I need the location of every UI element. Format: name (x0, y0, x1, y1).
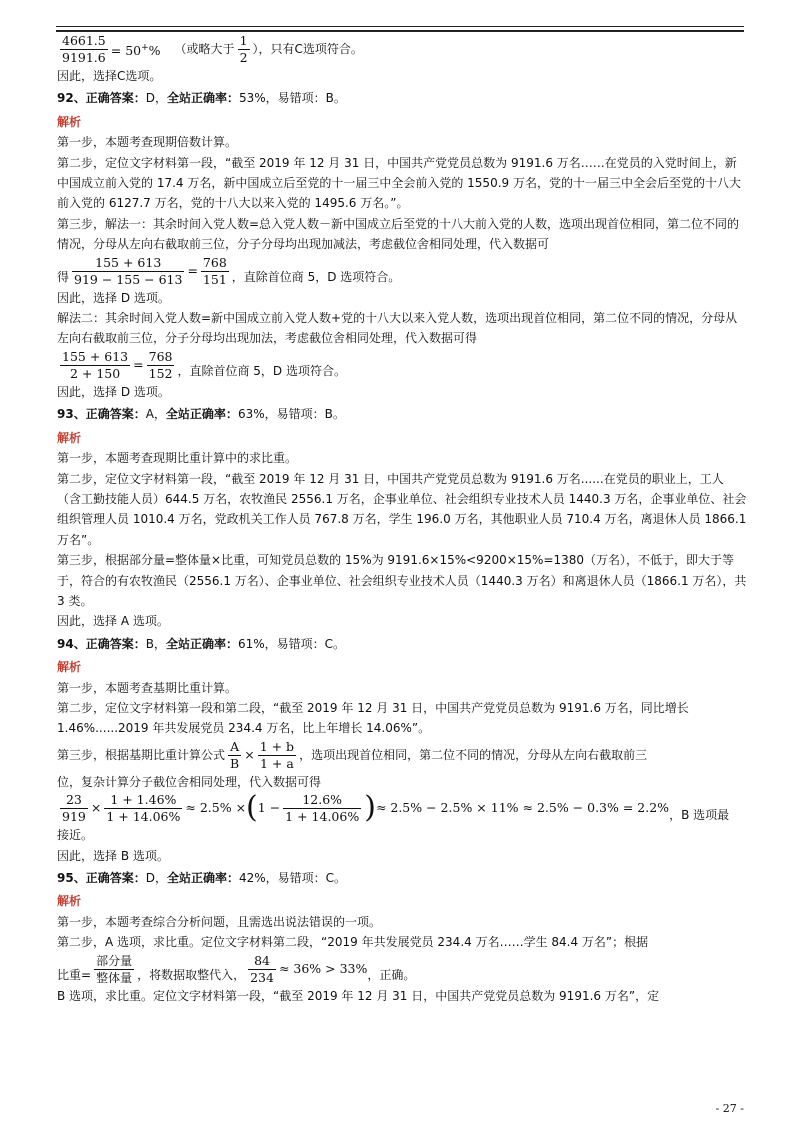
q94-formula-ab (228, 739, 241, 772)
top-conclusion: 因此，选择C选项。 (57, 69, 162, 83)
q94-equation (57, 792, 747, 825)
q93-step3: 第三步，根据部分量=整体量×比重，可知党员总数的 15%为 9191.6×15%<9200×15%=1380（万名），不低于，即大于等于，符合的有农牧渔民（2556.1 万名）、企事业单位、社会组织专业技术人员（1440.3 万名）和离退休人员（1866.1 万名），共 3 类。 (57, 553, 747, 608)
q94-e3 (283, 792, 361, 825)
q92-f2-rnum: 768 (148, 348, 173, 364)
q92-alt-method: 解法二：其余时间入党人数=新中国成立前入党人数+党的十八大以来入党人数，选项出现首位相同，第二位不同的情况，分母从左向右截取前三位，分子分母均出现加法，考虑截位舍相同处理，代入数据可得 (57, 311, 738, 346)
q95-rate-label: 全站正确率： (166, 871, 239, 885)
q94-step3-cont: 位，复杂计算分子截位舍相同处理，代入数据可得 (57, 774, 322, 789)
q94-e1 (60, 792, 88, 825)
q93-step1: 第一步，本题考查现期比重计算中的求比重。 (57, 451, 298, 466)
q94-step1: 第一步，本题考查基期比重计算。 (57, 680, 238, 695)
q95-head-label: 95、正确答案： (57, 871, 146, 885)
q92-conclusion1: 因此，选择 D 选项。 (57, 290, 170, 305)
q94-e2-num: 1 + 1.46% (110, 792, 177, 808)
q95-p-frac (248, 953, 276, 986)
q94-fa-num: A (230, 738, 240, 754)
q92-heading (57, 88, 747, 108)
q92-f1-pre: 得 (57, 270, 70, 285)
q92-f2-eq: = (133, 357, 144, 373)
left-paren-icon: ( (246, 790, 258, 826)
q92-step2: 第二步，定位文字材料第一段，“截至 2019 年 12 月 31 日，中国共产党党员总数为 9191.6 万名……在党员的入党时间上，新中国成立前入党的 17.4 万名，新中国成立后至党的十一届三中全会前入党的 1550.9 万名，党的十一届三中全会后至党的十八大前入党的 6127.7 万名，党的十八大以来入党的 1495.6 万名。”。 (57, 155, 741, 211)
top-fraction-numerator: 4661.5 (62, 33, 106, 48)
q93-answer: A， (145, 407, 166, 422)
q95-ratio-pre: 比重= (57, 968, 92, 983)
q95-p-num: 84 (254, 952, 270, 968)
q94-approx2: ≈ 2.5% − 2.5% × 11% ≈ 2.5% − 0.3% = 2.2% (375, 800, 670, 816)
q94-e3-num: 12.6% (302, 792, 343, 808)
header-rule-thin (56, 26, 744, 27)
q92-f2-rden: 152 (148, 365, 173, 381)
q92-f1-result (201, 255, 229, 288)
q94-step3-line (57, 739, 747, 772)
q92-f1-num: 155 + 613 (95, 254, 162, 270)
q94-e1-num: 23 (65, 792, 82, 808)
q94-rate-label: 全站正确率： (165, 636, 238, 651)
q95-ratio-num: 部分量 (96, 953, 133, 968)
q93-head-label: 93、正确答案： (57, 407, 146, 422)
q92-step1: 第一步，本题考查现期倍数计算。 (57, 135, 238, 150)
q92-f2-frac (60, 349, 130, 382)
q93-rate-label: 全站正确率： (165, 407, 238, 422)
q94-conclusion: 因此，选择 B 选项。 (57, 848, 169, 863)
q95-p-cmp: ≈ 36% > 33% (278, 960, 368, 976)
top-tail-a: （或略大于 (174, 42, 235, 57)
q94-approx1: ≈ 2.5% × (185, 800, 247, 816)
q94-head-label: 94、正确答案： (57, 636, 146, 651)
q93-jiexi-label: 解析 (57, 430, 82, 445)
top-formula-line (57, 33, 747, 66)
q95-jiexi-label: 解析 (57, 894, 82, 909)
q95-ratio-den: 整体量 (96, 970, 133, 985)
q94-answer: B， (145, 636, 166, 651)
q94-close: 接近。 (57, 828, 94, 843)
top-fraction (60, 33, 108, 66)
q92-rate-label: 全站正确率： (166, 91, 239, 106)
q92-answer: D， (145, 91, 167, 106)
q94-formula-growth (258, 739, 296, 772)
header-rule-thick (56, 30, 744, 32)
q95-ratio-line (57, 953, 747, 986)
top-eq-text: = 50 (110, 42, 142, 58)
q93-rate: 63%，易错项：B。 (237, 407, 345, 422)
half-numerator: 1 (239, 33, 248, 48)
q95-stepB: B 选项，求比重。定位文字材料第一段，“截至 2019 年 12 月 31 日，中国共产党党员总数为 9191.6 万名”，定 (57, 988, 660, 1003)
q92-f2-result (147, 349, 175, 382)
q94-times: × (244, 747, 255, 763)
q92-f1-den: 919 − 155 − 613 (74, 271, 183, 287)
q92-f2-tail: ，直除首位商 5，D 选项符合。 (177, 364, 346, 379)
q94-step3-post: ，选项出现首位相同，第二位不同的情况，分母从左向右截取前三 (299, 748, 648, 763)
q94-e2 (104, 792, 182, 825)
q95-step2: 第二步，A 选项，求比重。定位文字材料第二段，“2019 年共发展党员 234.4 万名……学生 84.4 万名”；根据 (57, 935, 649, 950)
q95-ratio-frac (94, 953, 134, 986)
q94-jiexi-label: 解析 (57, 660, 82, 675)
top-tail-b: ），只有C选项符合。 (252, 42, 363, 57)
q95-answer: D， (145, 871, 167, 885)
right-paren-icon: ) (364, 790, 376, 826)
q92-f1-rden: 151 (202, 271, 227, 287)
q95-ratio-mid: ，将数据取整代入， (137, 968, 246, 983)
q94-rate: 61%，易错项：C。 (237, 636, 346, 651)
q95-heading (57, 868, 747, 888)
q95-p-den: 234 (250, 969, 274, 985)
q95-step1: 第一步，本题考查综合分析问题，且需选出说法错误的一项。 (57, 914, 382, 929)
half-denominator: 2 (239, 50, 248, 65)
q92-f1-frac (72, 255, 184, 288)
q93-conclusion: 因此，选择 A 选项。 (57, 614, 169, 629)
q94-fb-den: 1 + a (258, 755, 296, 772)
q94-eq-times: × (90, 800, 102, 816)
q95-rate: 42%，易错项：C。 (238, 871, 347, 885)
q94-step2: 第二步，定位文字材料第一段和第二段，“截至 2019 年 12 月 31 日，中国共产党党员总数为 9191.6 万名，同比增长 1.46%......2019 年共发展党员 234.4 万名，比上年增长 14.06%”。 (57, 700, 689, 736)
q92-f1-eq: = (187, 262, 198, 278)
q92-f1-tail: ，直除首位商 5，D 选项符合。 (231, 270, 401, 285)
half-fraction (238, 33, 250, 66)
page-number: - 27 - (715, 1102, 744, 1115)
q92-f2-num: 155 + 613 (62, 348, 129, 364)
top-eq (111, 38, 161, 62)
top-eq-pct: % (148, 42, 161, 58)
q92-step3: 第三步，解法一：其余时间入党人数=总入党人数－新中国成立后至党的十八大前入党的人数，选项出现首位相同，第二位不同的情况，分母从左向右截取前三位，分子分母均出现加减法，考虑截位舍相同处理，代入数据可 (57, 216, 740, 252)
q94-e3-den: 1 + 14.06% (285, 809, 360, 825)
q94-fb-num: 1 + b (259, 738, 295, 754)
q93-heading (57, 404, 747, 424)
q92-conclusion2: 因此，选择 D 选项。 (57, 384, 170, 399)
q94-eq-tail: ，B 选项最 (669, 807, 730, 822)
q94-heading (57, 634, 747, 654)
q92-jiexi-label: 解析 (57, 114, 82, 129)
q92-rate: 53%，易错项：B。 (238, 91, 346, 106)
q92-formula1 (57, 255, 747, 288)
q94-e2-den: 1 + 14.06% (106, 809, 181, 825)
top-eq-sup: + (141, 42, 149, 53)
q94-one-minus: 1 − (257, 800, 281, 816)
q92-head-label: 92、正确答案： (57, 91, 146, 106)
top-fraction-denominator: 9191.6 (62, 50, 106, 65)
q94-e1-den: 919 (62, 809, 86, 825)
q95-ratio-tail: ，正确。 (367, 968, 416, 983)
q92-f2-den: 2 + 150 (60, 365, 130, 382)
q92-formula2 (57, 349, 747, 382)
q94-step3-pre: 第三步，根据基期比重计算公式 (57, 748, 226, 763)
q92-f1-rnum: 768 (202, 254, 227, 270)
q94-fa-den: B (230, 755, 240, 771)
q93-step2: 第二步，定位文字材料第一段，“截至 2019 年 12 月 31 日，中国共产党党员总数为 9191.6 万名......在党员的职业上，工人（含工勤技能人员）644.5 万名，农牧渔民 2556.1 万名，企事业单位、社会组织专业技术人员 1440.3 万名，企事业单位、社会组织管理人员 1010.4 万名，党政机关工作人员 767.8 万名，学生 196.0 万名，其他职业人员 710.4 万名，离退休人员 1866.1 万名”。 (57, 471, 747, 547)
page-content (57, 33, 747, 1006)
